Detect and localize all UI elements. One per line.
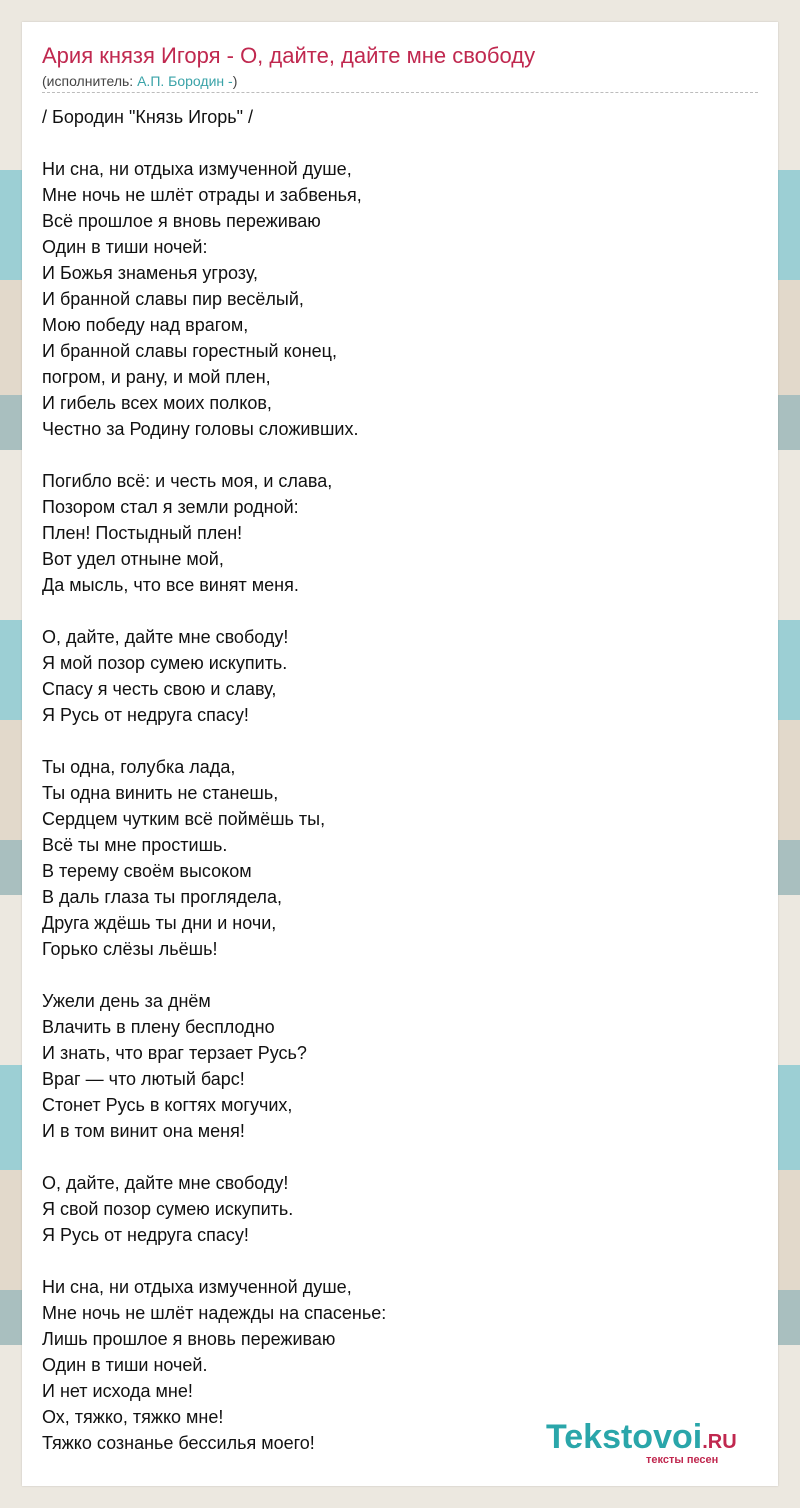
stanza-gap bbox=[42, 598, 758, 624]
lyric-line: Всё прошлое я вновь переживаю bbox=[42, 211, 321, 231]
lyric-line: Ужели день за днём bbox=[42, 991, 211, 1011]
lyric-line: погром, и рану, и мой плен, bbox=[42, 367, 271, 387]
lyric-line: Один в тиши ночей: bbox=[42, 237, 208, 257]
lyric-line: Я Русь от недруга спасу! bbox=[42, 705, 249, 725]
lyric-line: В терему своём высоком bbox=[42, 861, 252, 881]
lyric-line: Сердцем чутким всё поймёшь ты, bbox=[42, 809, 326, 829]
lyric-line: Вот удел отныне мой, bbox=[42, 549, 224, 569]
lyrics-body bbox=[42, 104, 758, 1456]
lyrics-card bbox=[22, 22, 778, 1486]
lyric-line: Враг — что лютый барс! bbox=[42, 1069, 245, 1089]
dashed-divider bbox=[42, 92, 758, 93]
logo-tld: .RU bbox=[702, 1431, 737, 1453]
lyric-line: Ни сна, ни отдыха измученной душе, bbox=[42, 1277, 352, 1297]
lyric-line: Влачить в плену бесплодно bbox=[42, 1017, 275, 1037]
site-logo[interactable] bbox=[546, 1418, 756, 1464]
stanza-gap bbox=[42, 1248, 758, 1274]
logo-name: Tekstovoi bbox=[546, 1418, 703, 1456]
lyric-line: Ни сна, ни отдыха измученной душе, bbox=[42, 159, 352, 179]
lyric-line: О, дайте, дайте мне свободу! bbox=[42, 1173, 289, 1193]
performer-prefix: (исполнитель: bbox=[42, 73, 138, 89]
lyric-line: Да мысль, что все винят меня. bbox=[42, 575, 299, 595]
lyric-line: / Бородин "Князь Игорь" / bbox=[42, 107, 254, 127]
lyric-line: Мне ночь не шлёт отрады и забвенья, bbox=[42, 185, 362, 205]
lyric-line: Один в тиши ночей. bbox=[42, 1355, 208, 1375]
lyric-line: И нет исхода мне! bbox=[42, 1381, 193, 1401]
lyric-line: Ты одна, голубка лада, bbox=[42, 757, 236, 777]
lyric-line: Мне ночь не шлёт надежды на спасенье: bbox=[42, 1303, 387, 1323]
logo-tagline: тексты песен bbox=[646, 1454, 719, 1466]
artist-link[interactable]: А.П. Бородин - bbox=[137, 73, 233, 89]
stanza-gap bbox=[42, 728, 758, 754]
lyric-line: О, дайте, дайте мне свободу! bbox=[42, 627, 289, 647]
lyric-line: И знать, что враг терзает Русь? bbox=[42, 1043, 307, 1063]
performer-line bbox=[42, 72, 237, 90]
lyric-line: Спасу я честь свою и славу, bbox=[42, 679, 277, 699]
lyric-line: Позором стал я земли родной: bbox=[42, 497, 299, 517]
stanza-gap bbox=[42, 130, 758, 156]
page-title: Ария князя Игоря - О, дайте, дайте мне свободу bbox=[42, 43, 536, 68]
lyric-line: И гибель всех моих полков, bbox=[42, 393, 272, 413]
performer-suffix: ) bbox=[232, 73, 238, 89]
lyric-line: И бранной славы пир весёлый, bbox=[42, 289, 304, 309]
lyric-line: Стонет Русь в когтях могучих, bbox=[42, 1095, 293, 1115]
lyric-line: Горько слёзы льёшь! bbox=[42, 939, 218, 959]
stanza-gap bbox=[42, 962, 758, 988]
lyric-line: Ох, тяжко, тяжко мне! bbox=[42, 1407, 224, 1427]
lyric-line: В даль глаза ты проглядела, bbox=[42, 887, 282, 907]
lyric-line: Я свой позор сумею искупить. bbox=[42, 1199, 294, 1219]
lyric-line: Плен! Постыдный плен! bbox=[42, 523, 243, 543]
lyric-line: Тяжко сознанье бессилья моего! bbox=[42, 1433, 315, 1453]
lyric-line: И бранной славы горестный конец, bbox=[42, 341, 337, 361]
lyric-line: Всё ты мне простишь. bbox=[42, 835, 228, 855]
lyric-line: Лишь прошлое я вновь переживаю bbox=[42, 1329, 336, 1349]
lyric-line: Ты одна винить не станешь, bbox=[42, 783, 279, 803]
lyric-line: Мою победу над врагом, bbox=[42, 315, 249, 335]
lyric-line: И в том винит она меня! bbox=[42, 1121, 245, 1141]
lyric-line: Я мой позор сумею искупить. bbox=[42, 653, 288, 673]
stanza-gap bbox=[42, 1144, 758, 1170]
stanza-gap bbox=[42, 442, 758, 468]
lyric-line: Друга ждёшь ты дни и ночи, bbox=[42, 913, 277, 933]
lyric-line: Погибло всё: и честь моя, и слава, bbox=[42, 471, 333, 491]
lyric-line: Я Русь от недруга спасу! bbox=[42, 1225, 249, 1245]
lyric-line: И Божья знаменья угрозу, bbox=[42, 263, 259, 283]
lyric-line: Честно за Родину головы сложивших. bbox=[42, 419, 359, 439]
